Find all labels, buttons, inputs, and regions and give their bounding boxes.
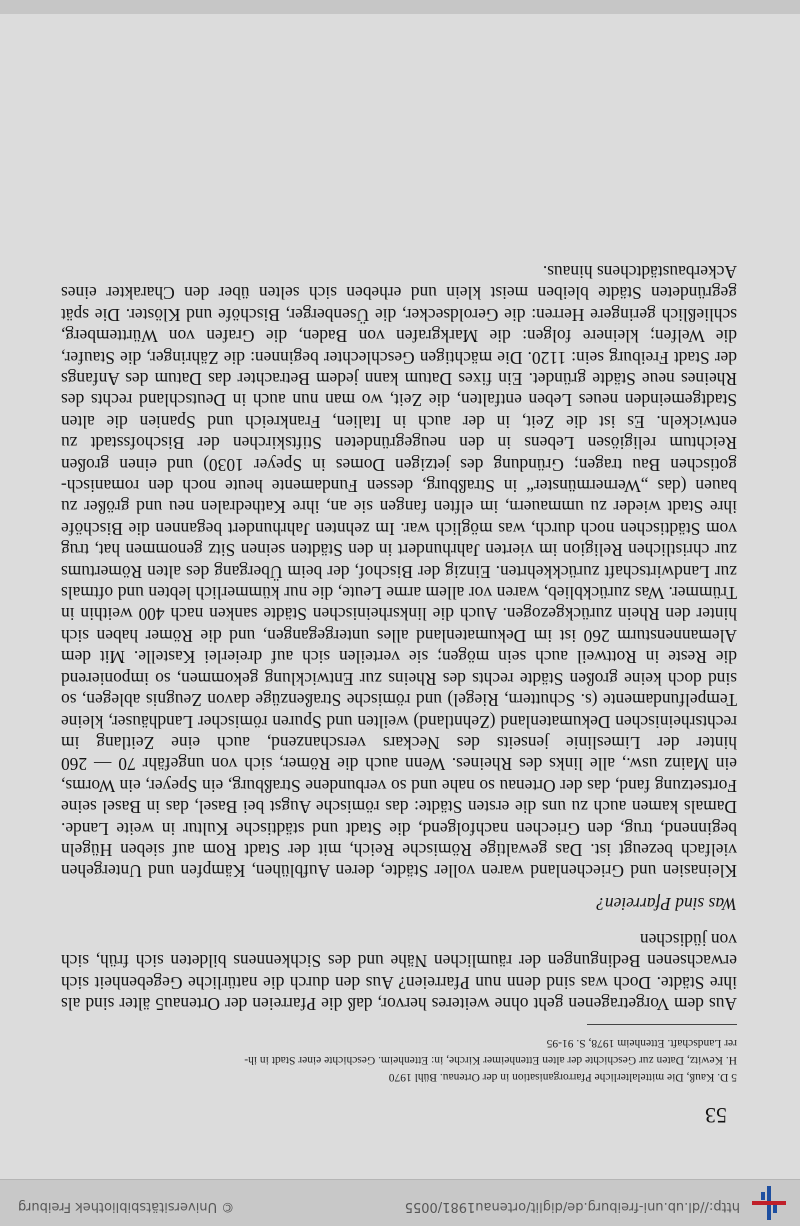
footnote-line: H. Kewitz, Daten zur Geschichte der alten Ettenheimer Kirche, in: Ettenheim. Geschichte einer Stadt in ih- bbox=[244, 1054, 737, 1066]
section-heading: Was sind Pfarreien? bbox=[596, 894, 737, 915]
footnote-line: 5 D. Kauß, Die mittelalterliche Pfarrorganisation in der Ortenau. Bühl 1970 bbox=[388, 1071, 737, 1083]
library-logo-icon bbox=[752, 1186, 786, 1220]
viewer-header-bar bbox=[0, 1179, 800, 1226]
page-content bbox=[61, 261, 737, 1128]
footnote-divider bbox=[587, 1024, 737, 1025]
body-paragraph: Aus dem Vorgetragenen geht ohne weiteres hervor, daß die Pfarreien der Ortenau5 älter sind als ihre Städte. Doch was sind denn nun Pfarreien? Aus den durch die natürliche Gegebenheit sich erwachsenen Bedingungen der räumlichen Nähe und des Sichkennens bildeten sich früh, sich von jüdischen bbox=[61, 929, 737, 1014]
footnotes bbox=[61, 1035, 737, 1084]
footnote-line: rer Landschaft. Ettenheim 1978, S. 91-95 bbox=[546, 1037, 737, 1049]
source-url[interactable]: http://dl.ub.uni-freiburg.de/diglit/ortenau1981/0055 bbox=[404, 1199, 740, 1214]
page-number: 53 bbox=[705, 1103, 727, 1128]
body-paragraph: Kleinasien und Griechenland waren voller Städte, deren Aufblühen, Kämpfen und Untergehen vielfach bezeugt ist. Das gewaltige Römische Reich, mit der Stadt Rom auf sieben Hügeln beginnend, trug, den Griechen nachfolgend, die Stadt und städtische Kultur in weite Lande. Damals kamen auch zu uns die ersten Städte: das römische Augst bei Basel, das in Basel seine Fortsetzung fand, das der Ortenau so nahe und so verbundene Straßburg, ein Speyer, ein Worms, ein Mainz usw., alle links des Rheines. Wenn auch die Römer, sich von ungefähr 70 — 260 hinter der Limeslinie jenseits des Neckars verschanzend, auch eine Zeitlang im rechtsrheinischen Dekumatenland (Zehntland) weilten und Spuren römischer Landhäuser, kleine Tempelfundamente (s. Schuttern, Riegel) und römische Straßenzüge davon Zeugnis ablegen, so sind doch keine großen Städte rechts des Rheins zur Entwicklung gekommen, so imponierend die Reste in Rottweil auch sein mögen; sie verteilen sich auf dreierlei Kastelle. Mit dem Alemannensturm 260 ist im Dekumatenland alles untergegangen, und die Römer haben sich hinter den Rhein zurückgezogen. Auch die linksrheinischen Städte sanken nach 400 weithin in Trümmer. Was zurückblieb, waren vor allem arme Leute, die nur kümmerlich lebten und oftmals zur Landwirtschaft zurückkehrten. Einzig der Bischof, der beim Übergang des alten Römertums zur christlichen Religion im vierten Jahrhundert in den Städten seinen Sitz genommen hat, trug vom Städtischen noch durch, was möglich war. Im zehnten Jahrhundert begannen die Bischöfe ihre Stadt wieder zu ummauern, im elften fangen sie an, ihre Kathedralen neu und größer zu bauen (das „Wernermünster“ in Straßburg, dessen Fundamente heute noch den romanisch-gotischen Bau tragen; Gründung des jetzigen Domes in Speyer 1030) und einen großen Reichtum religiösen Lebens in den neugegründeten Stiftskirchen der Bischofsstadt zu entwickeln. Es ist die Zeit, in der auch in Italien, Frankreich und Spanien die alten Stadtgemeinden neues Leben entfalten, die Zeit, wo man nun auch in Deutschland rechts des Rheines neue Städte gründet. Ein fixes Datum kann jedem Betrachter das Datum des Anfangs der Stadt Freiburg sein: 1120. Die mächtigen Geschlechter beginnen: die Zähringer, die Staufer, die Welfen; kleinere folgen: die Markgrafen von Baden, die Grafen von Württemberg, schließlich geringere Herren: die Geroldsecker, die Üsenberger, Bischöfe und Klöster. Die spät gegründeten Städte bleiben meist klein und erheben sich selten über den Charakter eines Ackerbaustädtchens hinaus. bbox=[61, 262, 737, 882]
copyright-notice: © Universitätsbibliothek Freiburg bbox=[18, 1199, 235, 1214]
viewer-footer-bar bbox=[0, 0, 800, 14]
